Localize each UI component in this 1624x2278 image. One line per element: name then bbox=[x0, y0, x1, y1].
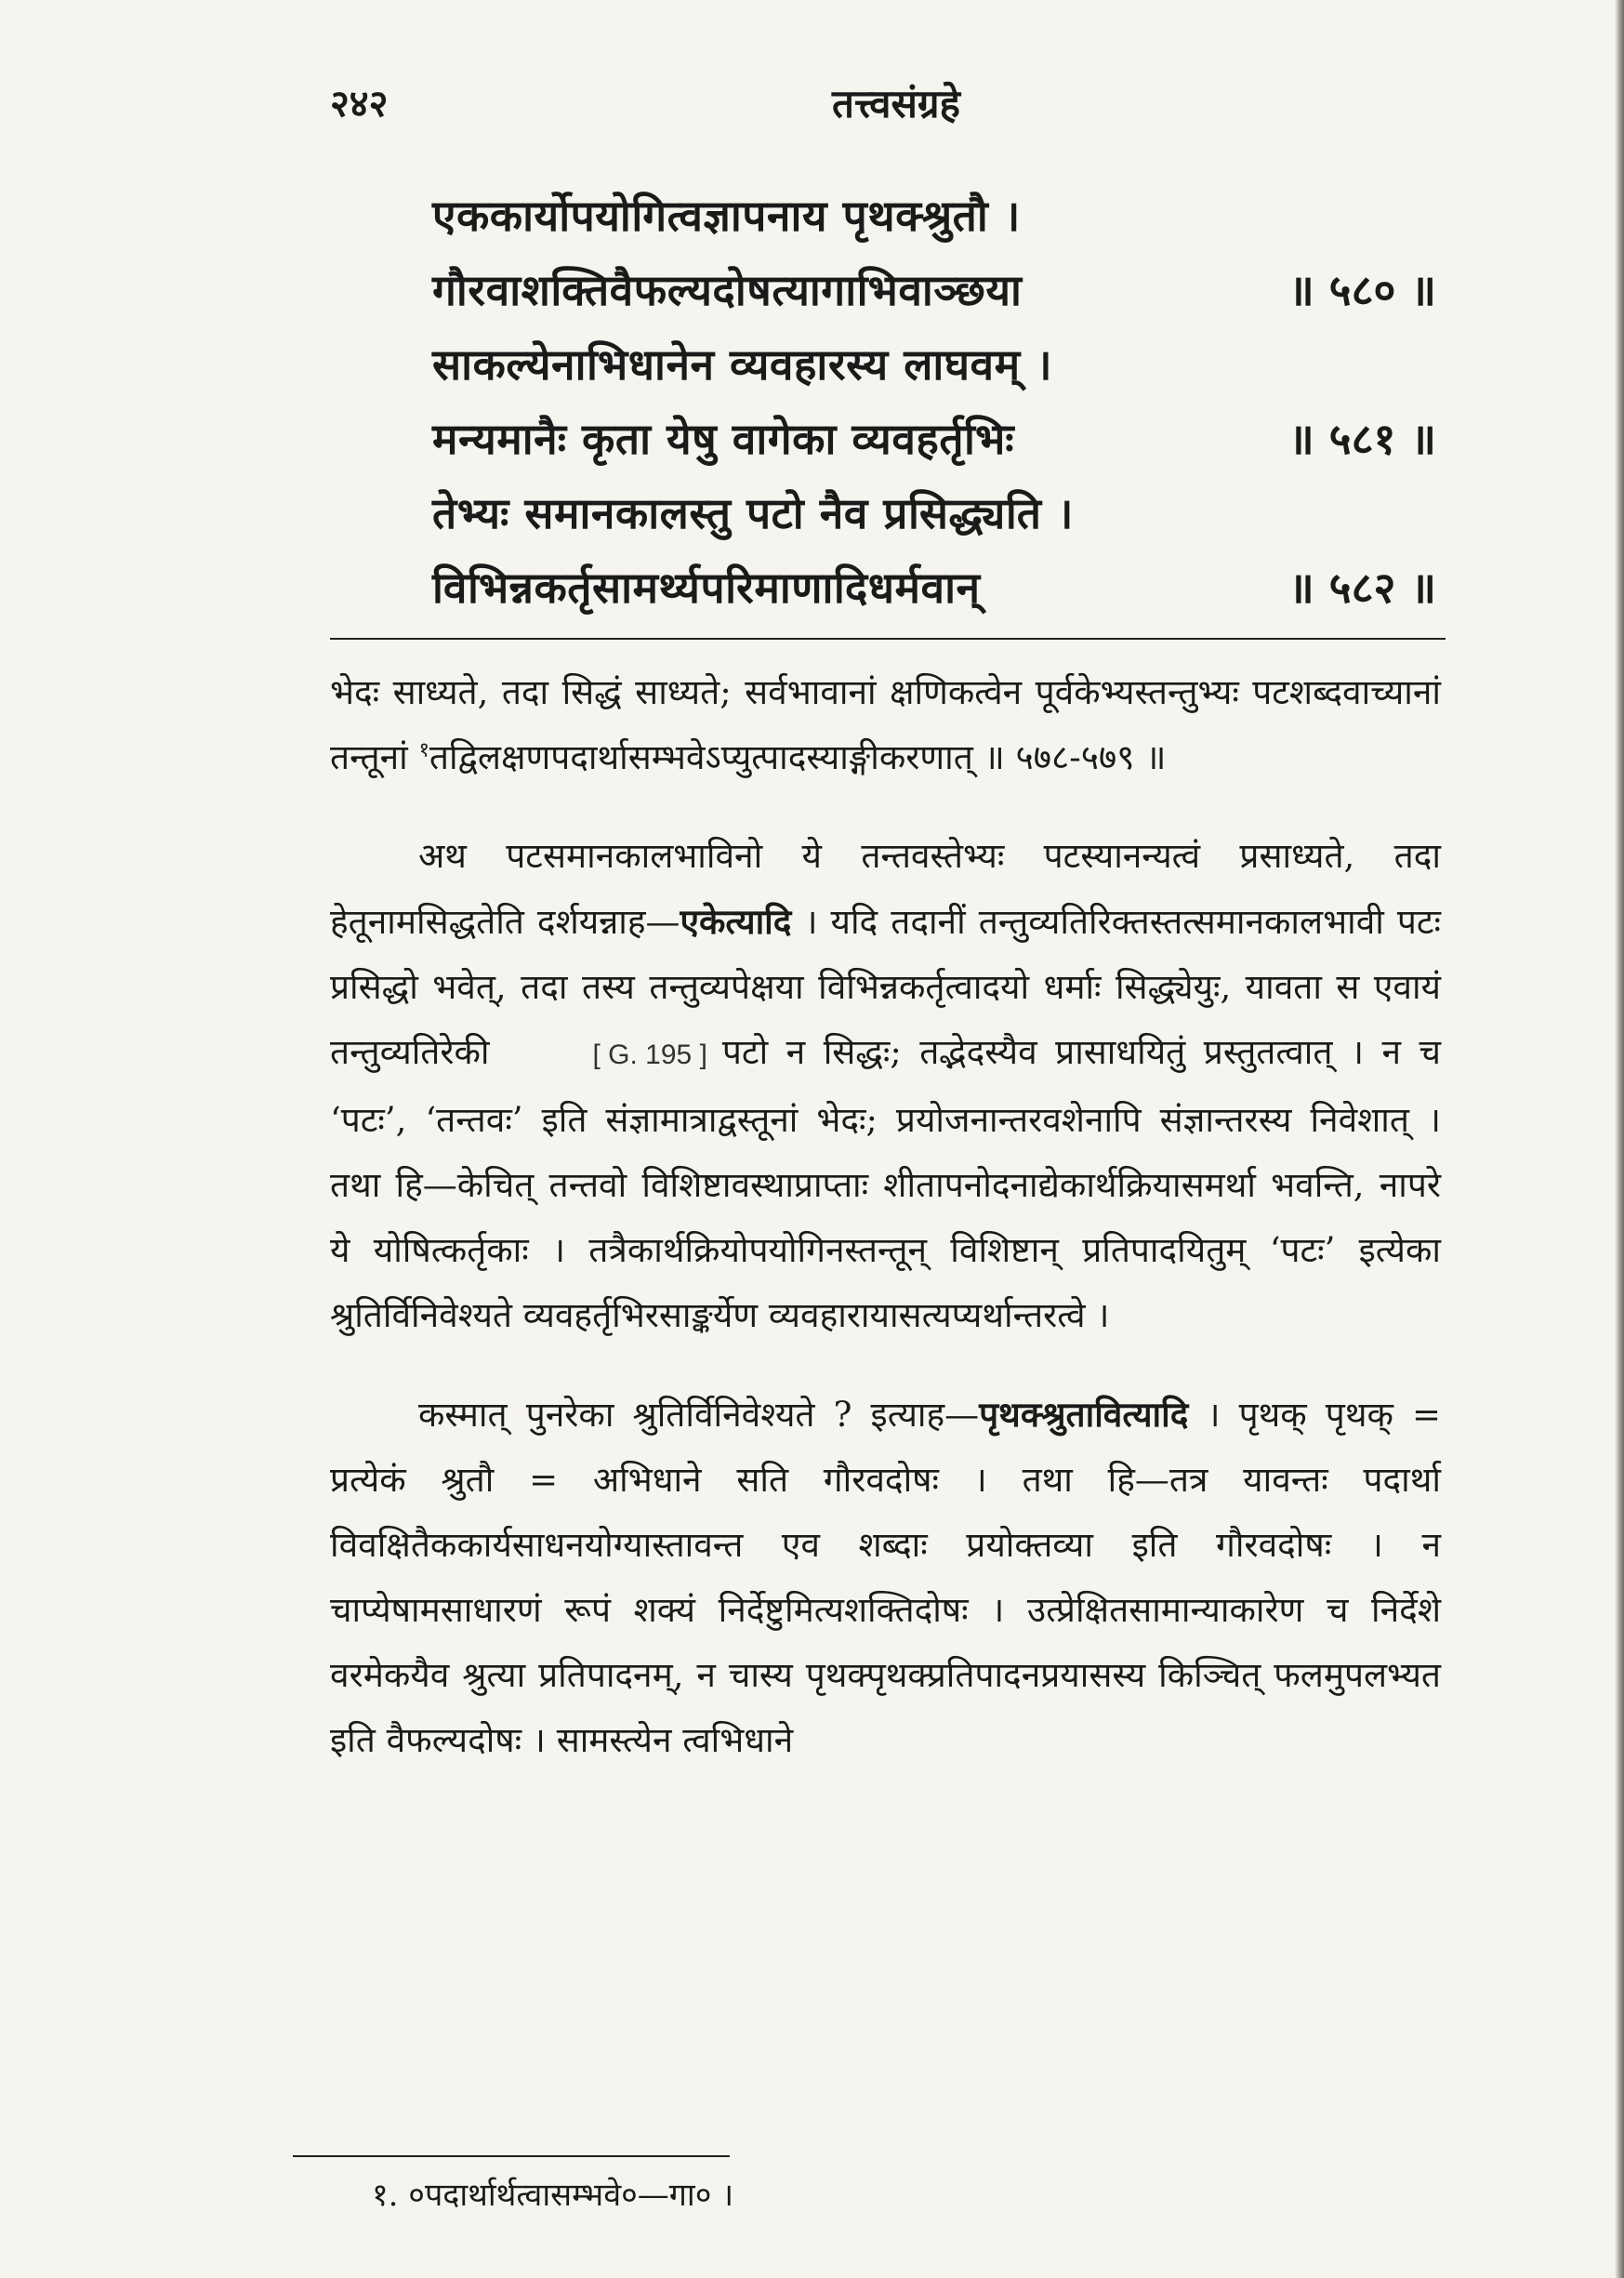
verse-line bbox=[432, 409, 1436, 483]
commentary-text: । यदि तदानीं तन्तुव्यतिरिक्तस्तत्समानकालभावी पटः प्रसिद्धो भवेत्, तदा तस्य तन्तुव्यपेक्षया विभिन्नकर्तृत्वादयो धर्माः सिद्ध्येयुः, यावता स एवायं तन्तुव्यतिरेकी bbox=[330, 902, 1442, 1072]
verse-text: विभिन्नकर्तृसामर्थ्यपरिमाणादिधर्मवान् bbox=[432, 563, 981, 613]
commentary-paragraph-3 bbox=[330, 1382, 1441, 1773]
commentary bbox=[330, 660, 1441, 1773]
edition-page-reference: [ G. 195 ] bbox=[592, 1040, 707, 1070]
commentary-text: कस्मात् पुनरेका श्रुतिर्विनिवेश्यते ? इत्याह— bbox=[418, 1395, 980, 1435]
footnote: १. ०पदार्थार्थत्वासम्भवे०—गा० । bbox=[372, 2177, 734, 2214]
verse-line bbox=[432, 335, 1436, 409]
verse-number: ॥ ५८० ॥ bbox=[1288, 265, 1436, 315]
binding-edge bbox=[1615, 0, 1624, 2278]
verse-line bbox=[432, 260, 1436, 335]
commentary-text: भेदः साध्यते, तदा सिद्धं साध्यते; सर्वभावानां क्षणिकत्वेन पूर्वकेभ्यस्तन्तुभ्यः पटशब्दवाच्यानां तन्तूनां bbox=[330, 672, 1441, 777]
verse-line bbox=[432, 483, 1436, 558]
verse-reference: पृथक्श्रुतावित्यादि bbox=[979, 1394, 1189, 1435]
commentary-text: पटो न सिद्धः; तद्भेदस्यैव प्रासाधयितुं प्रस्तुतत्वात् । न च ‘पटः’, ‘तन्तवः’ इति संज्ञामात्राद्वस्तूनां भेदः; प्रयोजनान्तरवशेनापि संज्ञान्तरस्य निवेशात् । तथा हि—केचित् तन्तवो विशिष्टावस्थाप्राप्ताः शीतापनोदनाद्येकार्थक्रियासमर्था भवन्ति, नापरे ये योषित्कर्तृकाः । तत्रैकार्थक्रियोपयोगिनस्तन्तून् विशिष्टान् प्रतिपादयितुम् ‘पटः’ इत्येका श्रुतिर्विनिवेश्यते व्यवहर्तृभिरसाङ्कर्येण व्यवहारायासत्यप्यर्थान्तरत्वे । bbox=[330, 1032, 1441, 1335]
page-number: २४२ bbox=[330, 82, 389, 126]
footnote-marker: १ bbox=[418, 738, 429, 762]
running-title: तत्त्वसंग्रहे bbox=[832, 81, 960, 126]
verse-text: तेभ्यः समानकालस्तु पटो नैव प्रसिद्ध्यति । bbox=[432, 488, 1074, 538]
verse-line bbox=[432, 558, 1436, 632]
verse-number: ॥ ५८२ ॥ bbox=[1288, 563, 1436, 613]
commentary-text: अथ पटसमानकालभाविनो ये तन्तवस्तेभ्यः पटस्यानन्यत्वं प्रसाध्यते, तदा हेतूनामसिद्धतेति दर्शयन्नाह— bbox=[330, 836, 1441, 942]
verse-divider bbox=[330, 638, 1446, 640]
verse-text: साकल्येनाभिधानेन व्यवहारस्य लाघवम् । bbox=[432, 339, 1053, 390]
page-header bbox=[330, 76, 1353, 141]
verse-text: एककार्योपयोगित्वज्ञापनाय पृथक्श्रुतौ । bbox=[432, 191, 1021, 241]
commentary-text: तद्विलक्षणपदार्थासम्भवेऽप्युत्पादस्याङ्गीकरणात् ॥ ५७८-५७९ ॥ bbox=[429, 737, 1167, 777]
verse-block bbox=[432, 186, 1436, 632]
verse-reference: एकेत्यादि bbox=[680, 901, 792, 942]
commentary-text: । पृथक् पृथक् = प्रत्येकं श्रुतौ = अभिधाने सति गौरवदोषः । तथा हि—तत्र यावन्तः पदार्था विवक्षितैककार्यसाधनयोग्यास्तावन्त एव शब्दाः प्रयोक्तव्या इति गौरवदोषः । न चाप्येषामसाधारणं रूपं शक्यं निर्देष्टुमित्यशक्तिदोषः । उत्प्रेक्षितसामान्याकारेण च निर्देशे वरमेकयैव श्रुत्या प्रतिपादनम्, न चास्य पृथक्पृथक्प्रतिपादनप्रयासस्य किञ्चित् फलमुपलभ्यत इति वैफल्यदोषः । सामस्त्येन त्वभिधाने bbox=[330, 1395, 1441, 1760]
footnote-divider bbox=[293, 2155, 730, 2157]
verse-number: ॥ ५८१ ॥ bbox=[1288, 414, 1436, 464]
commentary-paragraph-2 bbox=[330, 824, 1441, 1348]
commentary-paragraph-1 bbox=[330, 660, 1441, 790]
verse-line bbox=[432, 186, 1436, 260]
verse-text: मन्यमानैः कृता येषु वागेका व्यवहर्तृभिः bbox=[432, 414, 1015, 464]
verse-text: गौरवाशक्तिवैफल्यदोषत्यागाभिवाञ्छया bbox=[432, 265, 1023, 315]
